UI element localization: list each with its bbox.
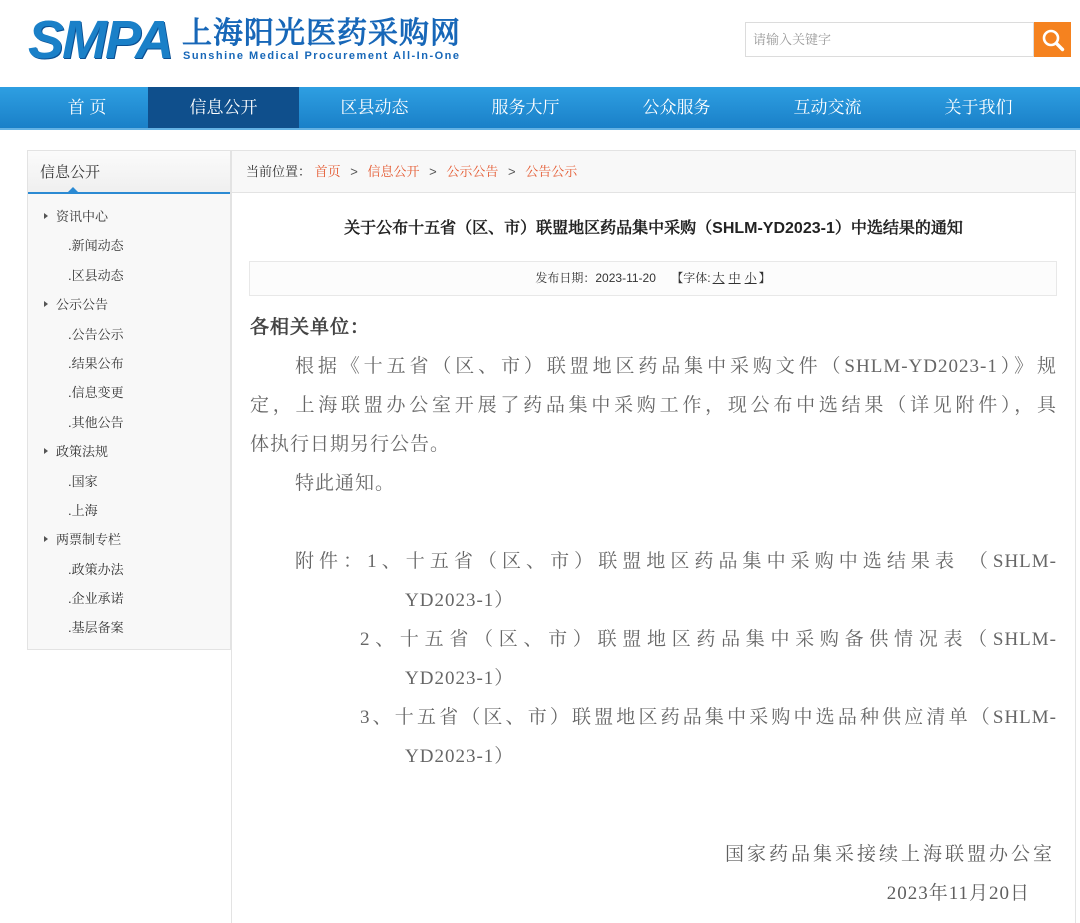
site-header [0, 0, 1080, 87]
publish-date: 2023-11-20 [595, 271, 656, 285]
font-size-medium-link[interactable]: 中 [728, 271, 741, 285]
attachment-line-continued: YD2023-1） [405, 668, 515, 689]
sidebar-group-policies[interactable] [28, 437, 230, 466]
font-size-controls [671, 271, 770, 285]
breadcrumb-separator: > [508, 164, 516, 179]
breadcrumb-info-disclosure[interactable]: 信息公开 [367, 164, 420, 179]
sidebar-group-label: 资讯中心 [56, 209, 109, 224]
breadcrumb-separator: > [429, 164, 437, 179]
sidebar-group-label: 公示公告 [56, 297, 109, 313]
main-content [231, 150, 1076, 923]
article-title: 关于公布十五省（区、市）联盟地区药品集中采购（SHLM-YD2023-1）中选结果的通知 [344, 220, 963, 237]
sidebar [27, 150, 231, 650]
main-nav [0, 87, 1080, 130]
sidebar-group-news[interactable] [28, 202, 230, 231]
font-size-small-link[interactable]: 小 [744, 271, 757, 285]
closing-line: 特此通知。 [295, 473, 396, 494]
sidebar-group-two-invoice[interactable] [28, 525, 230, 554]
search-button[interactable] [1034, 22, 1071, 57]
sidebar-item-results[interactable]: .结果公布 [68, 355, 124, 371]
sidebar-item-other-notices[interactable]: .其他公告 [68, 414, 124, 430]
sidebar-title [28, 151, 230, 194]
breadcrumb-label: 当前位置： [246, 164, 312, 179]
nav-district-news[interactable]: 区县动态 [340, 98, 409, 117]
caret-right-icon [44, 301, 48, 307]
sidebar-item-policy-measures[interactable]: .政策办法 [68, 561, 124, 577]
article-body [250, 308, 1057, 913]
logo-english-name: Sunshine Medical Procurement All-In-One [183, 50, 461, 62]
attachment-line: 附件：1、十五省（区、市）联盟地区药品集中采购中选结果表 （SHLM- [295, 551, 1057, 572]
sidebar-item-news-updates[interactable]: .新闻动态 [68, 238, 124, 254]
sidebar-group-announcements[interactable] [28, 290, 230, 319]
body-line: 根据《十五省（区、市）联盟地区药品集中采购文件（SHLM-YD2023-1）》规 [295, 356, 1057, 377]
body-line: 体执行日期另行公告。 [250, 434, 451, 455]
article-meta [249, 261, 1057, 296]
attachment-line-continued: YD2023-1） [405, 590, 515, 611]
sidebar-item-district-news[interactable]: .区县动态 [68, 267, 124, 283]
sidebar-item-shanghai[interactable]: .上海 [68, 502, 98, 518]
font-size-label: 【字体: [671, 271, 711, 285]
sidebar-item-info-changes[interactable]: .信息变更 [68, 385, 124, 401]
font-size-large-link[interactable]: 大 [712, 271, 725, 285]
nav-info-disclosure[interactable]: 信息公开 [148, 87, 299, 128]
font-size-close: 】 [758, 271, 771, 285]
nav-about-us[interactable]: 关于我们 [944, 98, 1013, 117]
search-icon [1040, 27, 1066, 53]
sidebar-group-label: 两票制专栏 [56, 532, 122, 548]
sidebar-menu [28, 194, 230, 643]
sidebar-item-enterprise-commitments[interactable]: .企业承诺 [68, 591, 124, 607]
breadcrumb [232, 151, 1075, 193]
sidebar-item-national[interactable]: .国家 [68, 473, 98, 489]
nav-interaction[interactable]: 互动交流 [793, 98, 862, 117]
nav-home[interactable]: 首 页 [67, 98, 107, 117]
nav-service-hall[interactable]: 服务大厅 [491, 98, 560, 117]
attachment-line-continued: YD2023-1） [405, 746, 515, 767]
logo-chinese-name: 上海阳光医药采购网 [182, 17, 461, 50]
caret-right-icon [44, 448, 48, 454]
sidebar-item-grassroots-filing[interactable]: .基层备案 [68, 620, 124, 636]
breadcrumb-notices[interactable]: 公告公示 [525, 164, 578, 179]
logo-mark: SMPA [28, 10, 173, 70]
caret-right-icon [44, 213, 48, 219]
attachment-line: 3、十五省（区、市）联盟地区药品集中采购中选品种供应清单（SHLM- [360, 707, 1057, 728]
caret-right-icon [44, 536, 48, 542]
breadcrumb-home[interactable]: 首页 [314, 164, 341, 179]
signature-org: 国家药品集采接续上海联盟办公室 [724, 844, 1055, 865]
search-input[interactable] [745, 22, 1034, 57]
signature-date: 2023年11月20日 [886, 883, 1030, 904]
nav-public-service[interactable]: 公众服务 [642, 98, 711, 117]
sidebar-group-label: 政策法规 [56, 444, 109, 460]
body-line: 定，上海联盟办公室开展了药品集中采购工作，现公布中选结果（详见附件），具 [250, 395, 1057, 416]
sidebar-item-notices[interactable]: .公告公示 [68, 326, 124, 342]
sidebar-title-text: 信息公开 [40, 164, 101, 181]
breadcrumb-announcements[interactable]: 公示公告 [446, 164, 499, 179]
attachment-line: 2、十五省（区、市）联盟地区药品集中采购备供情况表（SHLM- [360, 629, 1057, 650]
salutation: 各相关单位： [250, 317, 371, 338]
publish-date-label: 发布日期： [535, 271, 596, 285]
site-logo[interactable] [0, 0, 480, 87]
caret-up-icon [68, 187, 78, 192]
breadcrumb-separator: > [350, 164, 358, 179]
